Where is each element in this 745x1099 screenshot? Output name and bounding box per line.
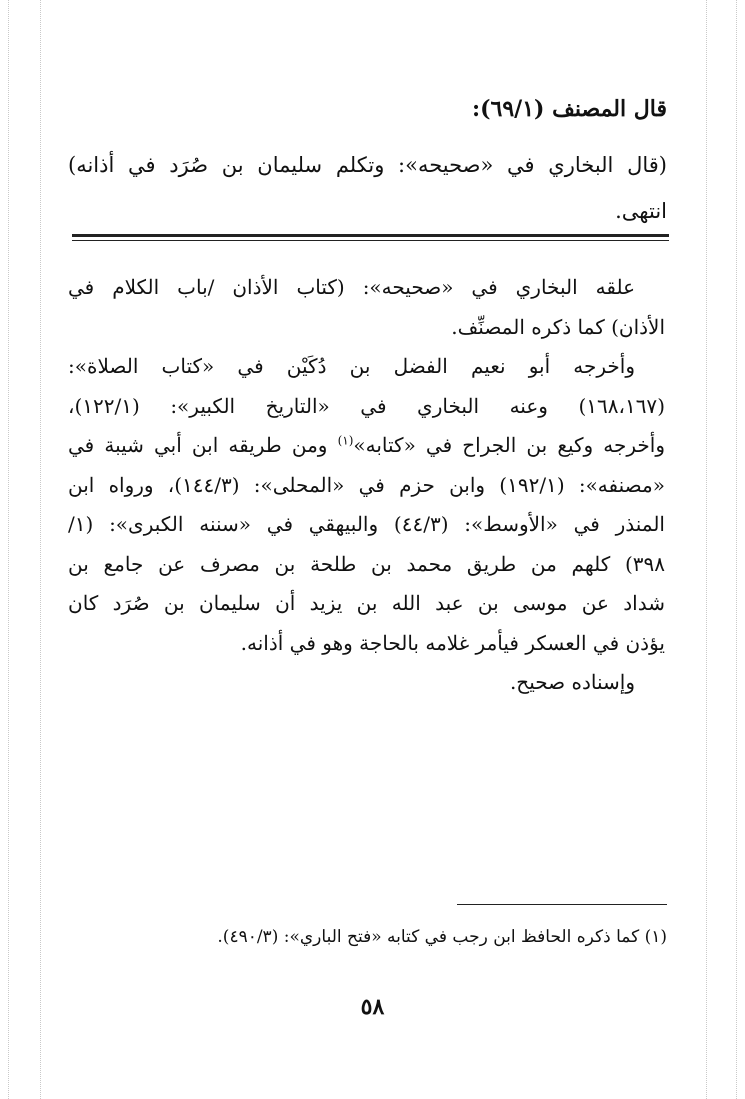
scan-margin-line [706, 0, 708, 1099]
divider-thin-rule [72, 240, 669, 241]
body-line: المنذر في «الأوسط»: (٤٤/٣) والبيهقي في «سننه الكبرى»: (١/ [68, 512, 665, 536]
footnote-separator [457, 904, 667, 905]
quote-line: (قال البخاري في «صحيحه»: وتكلم سليمان بن صُرَد في أذانه) [68, 153, 667, 177]
body-line: الأذان) كما ذكره المصنِّف. [451, 314, 665, 339]
section-divider [72, 234, 669, 243]
body-line: وأخرجه أبو نعيم الفضل بن دُكَيْن في «كتاب الصلاة»: [68, 354, 635, 378]
body-line-part: وأخرجه وكيع بن الجراح في «كتابه» [353, 433, 665, 457]
body-line: علقه البخاري في «صحيحه»: (كتاب الأذان /باب الكلام في [68, 275, 635, 299]
body-line: وإسناده صحيح. [509, 670, 635, 694]
scan-margin-line [8, 0, 10, 1099]
commentary-body [68, 268, 665, 703]
body-line: «مصنفه»: (١٩٢/١) وابن حزم في «المحلى»: (١٤٤/٣)، ورواه ابن [68, 472, 665, 497]
scan-margin-line [736, 0, 738, 1099]
quoted-text [68, 142, 667, 234]
body-line-with-footnote [68, 426, 665, 466]
page-number: ٥٨ [360, 994, 385, 1020]
body-line: ٣٩٨) كلهم من طريق محمد بن طلحة بن مصرف عن جامع بن [68, 551, 665, 576]
body-line: يؤذن في العسكر فيأمر غلامه بالحاجة وهو في أذانه. [240, 630, 665, 655]
footnote-text: (١) كما ذكره الحافظ ابن رجب في كتابه «فتح الباري»: (٤٩٠/٣). [217, 927, 667, 947]
body-line-part: ومن طريقه ابن أبي شيبة في [68, 433, 328, 457]
section-heading: قال المصنف (٦٩/١): [472, 96, 667, 122]
quote-line: انتهى. [615, 199, 667, 223]
scan-margin-line [40, 0, 42, 1099]
body-line: شداد عن موسى بن عبد الله بن يزيد أن سليمان بن صُرَد كان [68, 591, 665, 615]
divider-thick-rule [72, 234, 669, 237]
footnote-marker[interactable]: (١) [337, 433, 354, 448]
body-line: (١٦٨،١٦٧) وعنه البخاري في «التاريخ الكبير»: (١٢٢/١)، [68, 393, 665, 418]
